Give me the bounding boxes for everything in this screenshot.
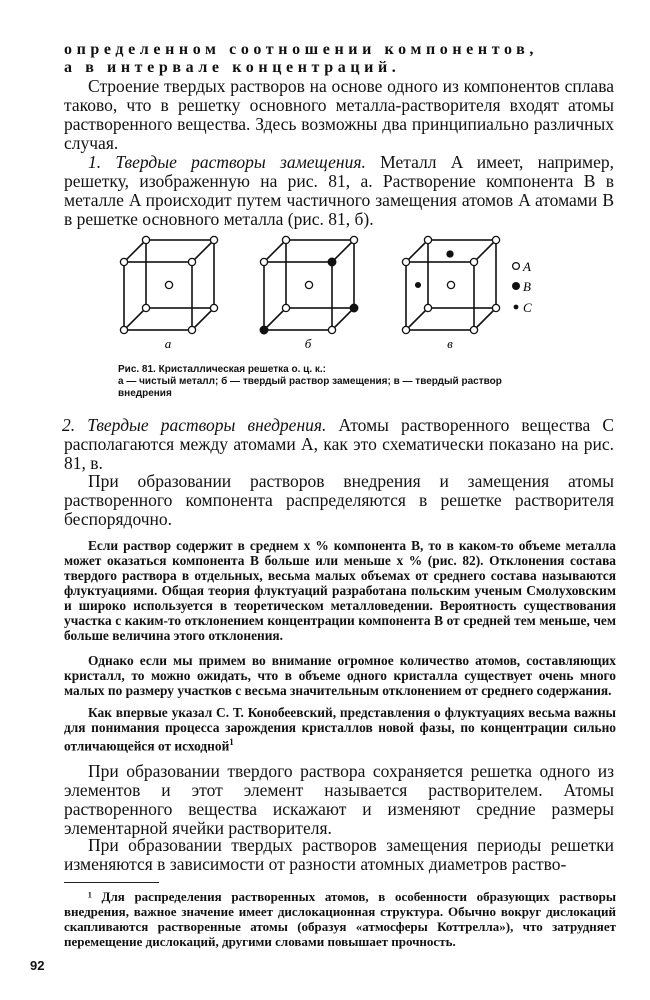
caption-body: а — чистый металл; б — твердый раствор замещения; в — твердый раствор внедрения [118,376,502,399]
sublabel-a: а [164,336,172,351]
paragraph-solvent: При образовании твердого раствора сохраняется решетка одного из элементов и этот элемент называется растворителем. Атомы растворенного вещества искажают и изменяют средние размеры элементарной ячейки растворителя. [64,761,614,838]
legend-b: B [523,279,531,294]
legend-c: C [523,300,532,315]
sublabel-c: в [447,336,453,351]
text-line-2: а в интервале концентраций. [64,59,401,76]
footnote-divider [64,882,159,883]
footnote-ref: 1 [229,737,234,747]
small-paragraph-3 [64,705,616,753]
legend-a: A [523,259,531,274]
figure-caption [118,364,558,400]
footnote: ¹ Для распределения растворенных атомов, в особенности образующих растворы внедрения, важное значение имеет дислокационная структура. Обычно вокруг дислокаций скапливаются растворенные атомы (образуя «атмосферы Коттрелла»), что затрудняет перемещение дислокаций, другими словами повышает прочность. [64,889,616,949]
small-paragraph-1: Если раствор содержит в среднем x % компонента B, то в каком-то объеме металла может оказаться компонента B больше или меньше x % (рис. 82). Отклонения состава твердого раствора в отдельных, весьма малых объемах от среднего состава называются флуктуациями. Общая теория флуктуаций разработана польским ученым Смолуховским и широко используется в теоретическом металловедении. Вероятность существования участка с каким-то отклонением концентрации компонента B от средней тем меньше, чем больше величина этого отклонения. [64,538,616,643]
paragraph-disorder: При образовании растворов внедрения и замещения атомы растворенного компонента распределяются в решетке растворителя беспорядочно. [64,471,614,529]
interstitial-text: Атомы растворенного вещества C располагаются между атомами A, как это схематически показано на рис. 81, в. [64,415,615,473]
caption-title: Рис. 81. Кристаллическая решетка о. ц. к.: [118,364,326,375]
paragraph-interstitial [64,416,614,473]
interstitial-label: 2. Твердые растворы внедрения. [62,415,327,435]
small-paragraph-3-text: Как впервые указал С. Т. Конобеевский, представления о флуктуациях весьма важны для понимания процесса зарождения кристаллов новой фазы, по концентрации сильно отличающейся от исходной [64,705,616,754]
paragraph-structure: Строение твердых растворов на основе одного из компонентов сплава таково, что в решетку основного металла-растворителя входят атомы растворенного вещества. Здесь возможны два принципиально различных случая. [64,76,614,153]
paragraph-substitution [64,153,614,229]
substitution-label: 1. Твердые растворы замещения. [88,152,366,172]
small-paragraph-2: Однако если мы примем во внимание огромное количество атомов, составляющих кристалл, то можно ожидать, что в объеме одного кристалла существует очень много малых по размеру участков с весьма значительным отклонением от среднего содержания. [64,653,616,698]
substitution-text: Металл A имеет, например, решетку, изображенную на рис. 81, а. Растворение компонента B в металле A происходит путем частичного замещения атомов A атомами B в решетке основного металла (рис. 81, б). [64,152,614,229]
figure-81 [110,232,550,360]
text-line-1: определенном соотношении компонентов, [64,41,538,58]
sublabel-b: б [304,336,312,351]
paragraph-periods: При образовании твердых растворов замещения периоды решетки изменяются в зависимости от разности атомных диаметров раство- [64,835,614,874]
page-number: 92 [30,958,45,973]
